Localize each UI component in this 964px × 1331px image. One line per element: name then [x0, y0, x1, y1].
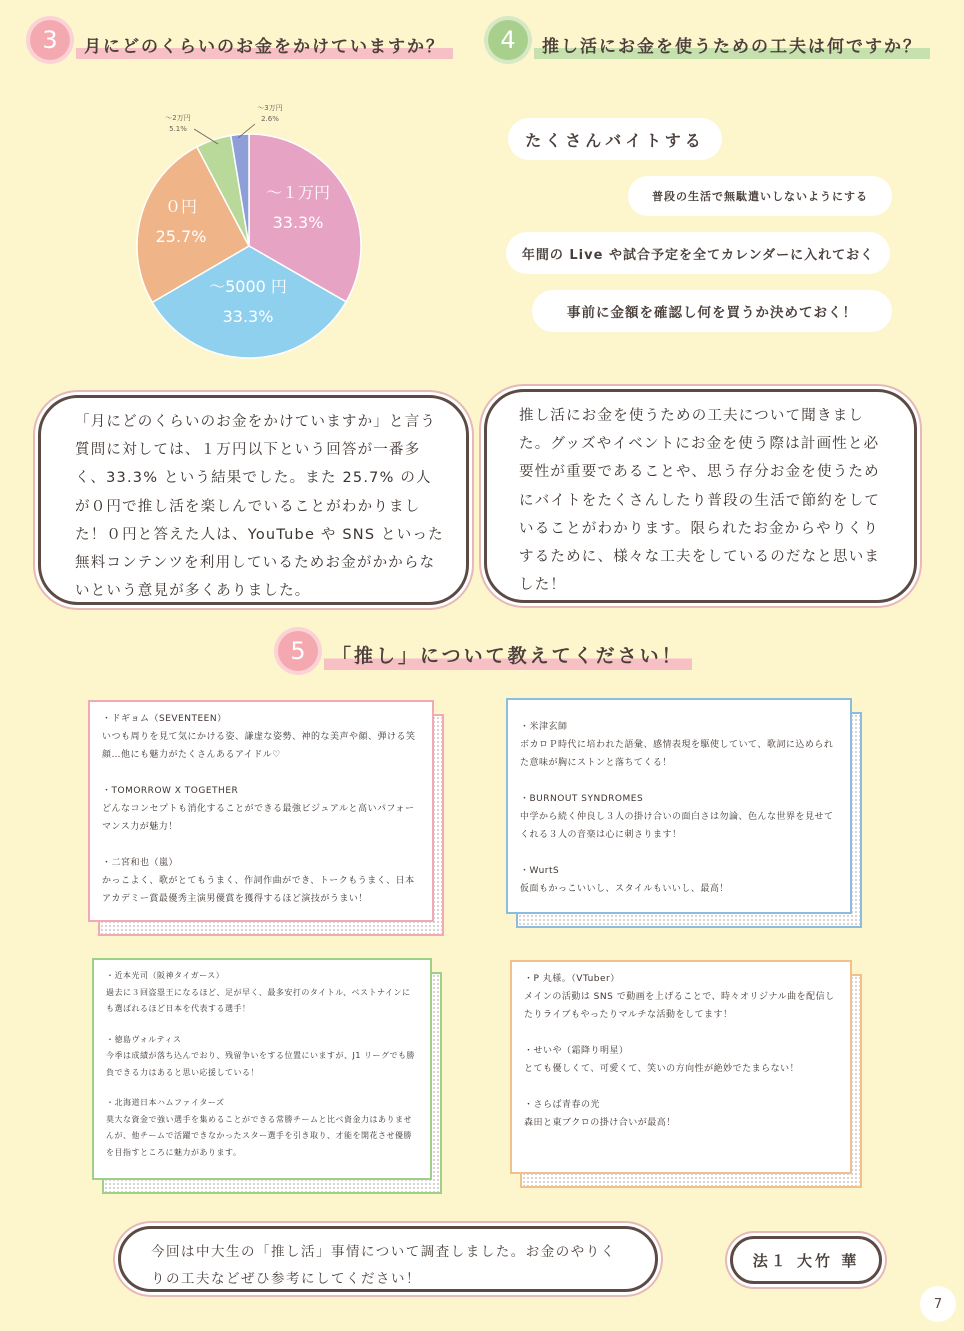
oshi-card-2	[506, 698, 852, 914]
pie-label-0	[146, 192, 216, 252]
oshi-entry	[524, 1096, 838, 1132]
oshi-desc: とても優しくて、可愛くて、笑いの方向性が絶妙でたまらない！	[524, 1064, 800, 1074]
pie-label-0-value: 25.7%	[155, 227, 207, 246]
pie-label-5000-name: 〜5000 円	[209, 277, 287, 296]
oshi-name: ・TOMORROW X TOGETHER	[102, 786, 239, 796]
pie-label-5000	[198, 272, 298, 332]
oshi-entry	[102, 782, 420, 836]
oshi-desc: 中学から続く仲良し３人の掛け合いの面白さは勿論、色んな世界を見せてくれる３人の音楽は心に刺さります！	[520, 812, 834, 840]
section-5-number: 5	[278, 631, 318, 671]
oshi-name: ・徳島ヴォルティス	[106, 1034, 182, 1044]
oshi-desc: ボカロＰ時代に培われた語彙、感情表現を駆使していて、歌詞に込められた意味が胸にストンと落ちてくる！	[520, 740, 834, 768]
pie-label-20000-value: 5.1%	[169, 125, 187, 133]
summary-left: 「月にどのくらいのお金をかけていますか」と言う質問に対しては、１万円以下という回答が一番多く、33.3% という結果でした。また 25.7% の人が０円で推し活を楽しんでいることがわかりました！０円と答えた人は、YouTube や SNS といった無料コンテンツを利用しているためお金がかからないという意見が多くありました。	[38, 395, 469, 605]
author-name: 法１ 大竹 華	[730, 1236, 882, 1284]
pie-label-10000-name: 〜１万円	[265, 183, 330, 202]
oshi-name: ・せいや（霜降り明星）	[524, 1046, 629, 1056]
oshi-desc: メインの活動は SNS で動画を上げることで、時々オリジナル曲を配信したりライブもやったりマルチな活動をしてます！	[524, 992, 835, 1020]
section-5-title: 「推し」について教えてください！	[324, 641, 692, 670]
oshi-name: ・近本光司（阪神タイガース）	[106, 971, 225, 980]
tip-bubble-4: 事前に金額を確認し何を買うか決めておく！	[532, 290, 892, 332]
oshi-desc: 過去に３回盗塁王になるほど、足が早く、最多安打のタイトル、ベストナインにも選ばれるほど日本を代表する選手！	[106, 987, 411, 1013]
pie-label-10000	[258, 178, 338, 238]
oshi-card-3	[92, 958, 432, 1180]
pie-label-30000-name: 〜3万円	[257, 104, 283, 112]
oshi-entry	[520, 862, 838, 898]
oshi-entry	[524, 970, 838, 1024]
oshi-desc: 莫大な資金で強い選手を集めることができる常勝チームと比べ資金力はありませんが、他チームで活躍できなかったスター選手を引き取り、才能を開花させ優勝を目指すところに魅力があります。	[106, 1114, 412, 1157]
oshi-desc: かっこよく、歌がとてもうまく、作詞作曲ができ、トークもうまく、日本アカデミー賞最優秀主演男優賞を獲得するほど演技がうまい！	[102, 876, 415, 904]
pie-label-20000-name: 〜2万円	[165, 114, 191, 122]
oshi-entry	[520, 790, 838, 844]
oshi-entry	[524, 1042, 838, 1078]
oshi-name: ・P 丸様。（VTuber）	[524, 974, 620, 984]
oshi-desc: いつも周りを見て気にかける姿、謙虚な姿勢、神的な美声や顔、弾ける笑顔…他にも魅力がたくさんあるアイドル♡	[102, 732, 416, 760]
pie-label-5000-value: 33.3%	[222, 307, 274, 326]
oshi-name: ・さらば青春の光	[524, 1100, 601, 1110]
oshi-entry	[102, 854, 420, 908]
oshi-desc: どんなコンセプトも消化することができる最強ビジュアルと高いパフォーマンス力が魅力！	[102, 804, 415, 832]
oshi-entry	[520, 718, 838, 772]
oshi-name: ・BURNOUT SYNDROMES	[520, 794, 644, 804]
oshi-card-1	[88, 700, 434, 922]
oshi-name: ・北海道日本ハムファイターズ	[106, 1098, 225, 1107]
pie-leader-lines	[180, 110, 270, 155]
oshi-card-4	[510, 960, 852, 1174]
tip-bubble-2: 普段の生活で無駄遣いしないようにする	[628, 176, 892, 216]
oshi-name: ・二宮和也（嵐）	[102, 858, 179, 868]
footer-message: 今回は中大生の「推し活」事情について調査しました。お金のやりくりの工夫などぜひ参考にしてください！	[118, 1226, 658, 1292]
pie-label-10000-value: 33.3%	[272, 213, 324, 232]
oshi-desc: 森田と東ブクロの掛け合いが最高！	[524, 1118, 676, 1128]
section-4-title: 推し活にお金を使うための工夫は何ですか？	[534, 32, 930, 59]
oshi-entry	[106, 1032, 418, 1082]
tip-bubble-1: たくさんバイトする	[508, 118, 722, 160]
tip-bubble-3: 年間の Live や試合予定を全てカレンダーに入れておく	[506, 232, 890, 274]
oshi-desc: 仮面もかっこいいし、スタイルもいいし、最高！	[520, 884, 729, 894]
oshi-entry	[106, 1095, 418, 1161]
section-4-number: 4	[488, 20, 528, 60]
oshi-entry	[106, 968, 418, 1018]
oshi-desc: 今季は成績が落ち込んでおり、残留争いをする位置にいますが、J1 リーグでも勝負できる力はあると思い応援している！	[106, 1051, 415, 1077]
page-number: 7	[920, 1286, 956, 1322]
oshi-name: ・ドギョム（SEVENTEEN）	[102, 714, 227, 724]
oshi-entry	[102, 710, 420, 764]
summary-right: 推し活にお金を使うための工夫について聞きました。グッズやイベントにお金を使う際は計画性と必要性が重要であることや、思う存分お金を使うためにバイトをたくさんしたり普段の生活で節約をしていることがわかります。限られたお金からやりくりするために、様々な工夫をしているのだなと思いました！	[484, 389, 917, 603]
oshi-name: ・米津玄師	[520, 722, 568, 732]
section-3-title: 月にどのくらいのお金をかけていますか？	[76, 32, 453, 59]
section-3-number: 3	[30, 20, 70, 60]
pie-label-0-name: ０円	[164, 197, 197, 216]
oshi-name: ・WurtS	[520, 866, 560, 876]
pie-label-30000-value: 2.6%	[261, 115, 279, 123]
